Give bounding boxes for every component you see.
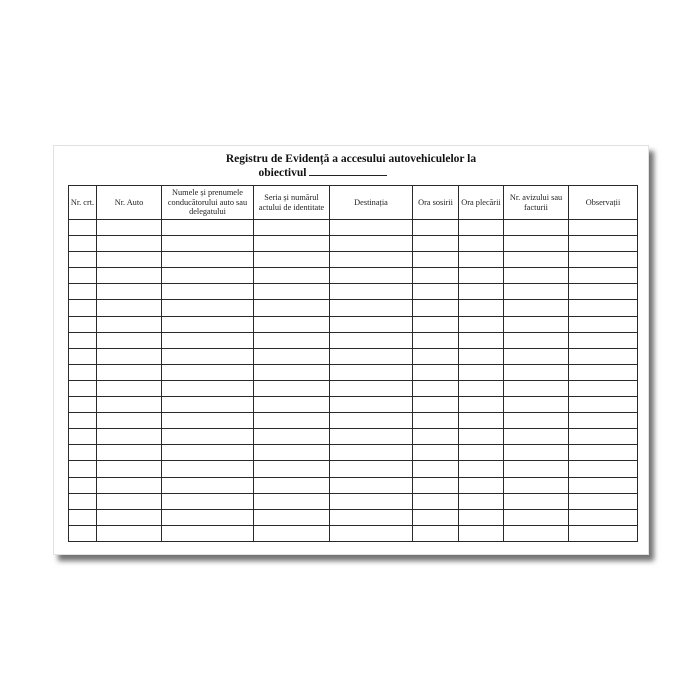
table-cell bbox=[97, 445, 162, 461]
table-cell bbox=[69, 461, 97, 477]
table-row bbox=[69, 413, 638, 429]
table-cell bbox=[254, 413, 330, 429]
table-cell bbox=[459, 509, 504, 525]
table-cell bbox=[504, 493, 569, 509]
table-cell bbox=[330, 236, 413, 252]
table-cell bbox=[162, 413, 254, 429]
table-cell bbox=[254, 268, 330, 284]
table-cell bbox=[254, 397, 330, 413]
table-cell bbox=[97, 220, 162, 236]
col-nr-auto: Nr. Auto bbox=[97, 186, 162, 220]
table-cell bbox=[162, 300, 254, 316]
table-cell bbox=[569, 332, 638, 348]
table-cell bbox=[162, 284, 254, 300]
table-cell bbox=[413, 493, 459, 509]
table-cell bbox=[504, 236, 569, 252]
table-row bbox=[69, 332, 638, 348]
table-cell bbox=[254, 509, 330, 525]
table-cell bbox=[69, 445, 97, 461]
table-cell bbox=[504, 348, 569, 364]
table-cell bbox=[162, 445, 254, 461]
table-cell bbox=[459, 413, 504, 429]
table-cell bbox=[69, 220, 97, 236]
table-cell bbox=[254, 348, 330, 364]
table-cell bbox=[162, 332, 254, 348]
table-cell bbox=[459, 268, 504, 284]
table-cell bbox=[330, 397, 413, 413]
objective-blank-field bbox=[309, 166, 387, 176]
table-cell bbox=[569, 316, 638, 332]
table-cell bbox=[254, 220, 330, 236]
table-cell bbox=[254, 380, 330, 396]
table-row bbox=[69, 220, 638, 236]
table-cell bbox=[254, 252, 330, 268]
table-cell bbox=[330, 268, 413, 284]
form-title bbox=[54, 153, 648, 180]
table-cell bbox=[504, 284, 569, 300]
table-cell bbox=[330, 332, 413, 348]
table-cell bbox=[69, 268, 97, 284]
table-cell bbox=[254, 236, 330, 252]
table-cell bbox=[254, 477, 330, 493]
table-cell bbox=[162, 525, 254, 541]
table-cell bbox=[69, 397, 97, 413]
table-cell bbox=[254, 316, 330, 332]
table-cell bbox=[330, 300, 413, 316]
table-cell bbox=[459, 284, 504, 300]
table-cell bbox=[330, 380, 413, 396]
table-row bbox=[69, 525, 638, 541]
table-row bbox=[69, 236, 638, 252]
table-cell bbox=[69, 413, 97, 429]
table-cell bbox=[97, 477, 162, 493]
table-cell bbox=[459, 300, 504, 316]
table-cell bbox=[459, 429, 504, 445]
table-row bbox=[69, 429, 638, 445]
table-cell bbox=[330, 413, 413, 429]
table-cell bbox=[97, 509, 162, 525]
table-cell bbox=[569, 348, 638, 364]
table-cell bbox=[504, 300, 569, 316]
table-cell bbox=[569, 429, 638, 445]
table-cell bbox=[162, 252, 254, 268]
table-cell bbox=[569, 477, 638, 493]
register-form-sheet bbox=[53, 145, 649, 555]
table-cell bbox=[330, 493, 413, 509]
table-cell bbox=[330, 284, 413, 300]
col-departure-time: Ora plecării bbox=[459, 186, 504, 220]
table-row bbox=[69, 380, 638, 396]
table-cell bbox=[162, 348, 254, 364]
table-cell bbox=[69, 380, 97, 396]
table-cell bbox=[330, 477, 413, 493]
table-cell bbox=[162, 380, 254, 396]
table-row bbox=[69, 397, 638, 413]
table-cell bbox=[162, 364, 254, 380]
table-cell bbox=[69, 300, 97, 316]
table-cell bbox=[413, 300, 459, 316]
table-cell bbox=[254, 525, 330, 541]
table-cell bbox=[569, 300, 638, 316]
table-cell bbox=[504, 380, 569, 396]
table-cell bbox=[413, 397, 459, 413]
table-cell bbox=[459, 364, 504, 380]
table-cell bbox=[69, 236, 97, 252]
table-cell bbox=[413, 284, 459, 300]
table-cell bbox=[569, 364, 638, 380]
table-cell bbox=[413, 429, 459, 445]
col-arrival-time: Ora sosirii bbox=[413, 186, 459, 220]
table-cell bbox=[569, 268, 638, 284]
table-cell bbox=[97, 493, 162, 509]
table-cell bbox=[459, 332, 504, 348]
table-cell bbox=[504, 477, 569, 493]
table-cell bbox=[504, 332, 569, 348]
table-cell bbox=[69, 477, 97, 493]
table-cell bbox=[569, 445, 638, 461]
table-cell bbox=[504, 268, 569, 284]
table-cell bbox=[504, 413, 569, 429]
table-cell bbox=[69, 364, 97, 380]
table-cell bbox=[413, 477, 459, 493]
table-cell bbox=[97, 380, 162, 396]
table-cell bbox=[504, 429, 569, 445]
table-row bbox=[69, 445, 638, 461]
table-cell bbox=[459, 397, 504, 413]
table-cell bbox=[162, 397, 254, 413]
form-title-line2: obiectivul bbox=[258, 167, 307, 179]
table-cell bbox=[569, 461, 638, 477]
table-cell bbox=[69, 509, 97, 525]
table-cell bbox=[413, 461, 459, 477]
table-cell bbox=[97, 268, 162, 284]
table-cell bbox=[162, 316, 254, 332]
table-cell bbox=[69, 332, 97, 348]
form-title-line1: Registru de Evidență a accesului autovehiculelor la bbox=[225, 153, 477, 165]
table-cell bbox=[254, 332, 330, 348]
table-cell bbox=[459, 220, 504, 236]
table-cell bbox=[330, 348, 413, 364]
table-cell bbox=[330, 316, 413, 332]
table-cell bbox=[569, 493, 638, 509]
table-cell bbox=[69, 525, 97, 541]
table-row bbox=[69, 300, 638, 316]
table-cell bbox=[97, 348, 162, 364]
table-cell bbox=[254, 445, 330, 461]
table-cell bbox=[97, 525, 162, 541]
table-cell bbox=[162, 509, 254, 525]
table-cell bbox=[413, 380, 459, 396]
table-cell bbox=[459, 236, 504, 252]
table-cell bbox=[569, 380, 638, 396]
table-cell bbox=[254, 429, 330, 445]
table-cell bbox=[69, 493, 97, 509]
table-cell bbox=[504, 525, 569, 541]
table-cell bbox=[69, 348, 97, 364]
col-driver-name: Numele și prenumele conducătorului auto sau delegatului bbox=[162, 186, 254, 220]
table-cell bbox=[254, 461, 330, 477]
table-cell bbox=[413, 445, 459, 461]
col-id-document: Seria și numărul actului de identitate bbox=[254, 186, 330, 220]
table-cell bbox=[459, 445, 504, 461]
table-cell bbox=[330, 509, 413, 525]
table-cell bbox=[413, 316, 459, 332]
table-cell bbox=[162, 429, 254, 445]
table-cell bbox=[97, 300, 162, 316]
table-cell bbox=[162, 461, 254, 477]
table-cell bbox=[330, 220, 413, 236]
table-cell bbox=[413, 220, 459, 236]
table-cell bbox=[97, 332, 162, 348]
table-cell bbox=[569, 284, 638, 300]
table-cell bbox=[504, 252, 569, 268]
table-cell bbox=[330, 364, 413, 380]
table-cell bbox=[97, 252, 162, 268]
table-cell bbox=[254, 284, 330, 300]
table-cell bbox=[97, 461, 162, 477]
table-row bbox=[69, 477, 638, 493]
table-row bbox=[69, 284, 638, 300]
table-cell bbox=[459, 493, 504, 509]
table-cell bbox=[97, 429, 162, 445]
table-cell bbox=[504, 220, 569, 236]
table-cell bbox=[569, 397, 638, 413]
table-cell bbox=[162, 477, 254, 493]
table-cell bbox=[330, 525, 413, 541]
table-row bbox=[69, 364, 638, 380]
table-row bbox=[69, 268, 638, 284]
table-cell bbox=[97, 284, 162, 300]
table-cell bbox=[569, 220, 638, 236]
table-cell bbox=[97, 413, 162, 429]
table-cell bbox=[459, 477, 504, 493]
table-cell bbox=[569, 236, 638, 252]
table-cell bbox=[504, 316, 569, 332]
table-cell bbox=[459, 380, 504, 396]
table-cell bbox=[504, 364, 569, 380]
register-table bbox=[68, 185, 638, 542]
col-invoice-number: Nr. avizului sau facturii bbox=[504, 186, 569, 220]
table-cell bbox=[69, 316, 97, 332]
col-destination: Destinația bbox=[330, 186, 413, 220]
table-cell bbox=[459, 252, 504, 268]
register-body bbox=[69, 220, 638, 542]
table-cell bbox=[162, 268, 254, 284]
table-cell bbox=[459, 461, 504, 477]
table-cell bbox=[413, 268, 459, 284]
table-cell bbox=[162, 236, 254, 252]
table-cell bbox=[97, 316, 162, 332]
table-cell bbox=[459, 348, 504, 364]
table-cell bbox=[413, 525, 459, 541]
table-cell bbox=[504, 397, 569, 413]
table-cell bbox=[413, 236, 459, 252]
table-cell bbox=[162, 493, 254, 509]
table-cell bbox=[569, 252, 638, 268]
table-cell bbox=[162, 220, 254, 236]
table-cell bbox=[504, 461, 569, 477]
table-cell bbox=[413, 413, 459, 429]
table-cell bbox=[97, 364, 162, 380]
table-cell bbox=[330, 429, 413, 445]
table-row bbox=[69, 316, 638, 332]
table-cell bbox=[254, 364, 330, 380]
table-cell bbox=[504, 445, 569, 461]
table-cell bbox=[569, 525, 638, 541]
table-row bbox=[69, 252, 638, 268]
table-cell bbox=[413, 509, 459, 525]
table-cell bbox=[254, 493, 330, 509]
table-row bbox=[69, 348, 638, 364]
table-cell bbox=[69, 252, 97, 268]
table-cell bbox=[69, 284, 97, 300]
table-row bbox=[69, 461, 638, 477]
table-cell bbox=[254, 300, 330, 316]
register-header-row bbox=[69, 186, 638, 220]
table-cell bbox=[459, 316, 504, 332]
col-observations: Observații bbox=[569, 186, 638, 220]
table-cell bbox=[413, 348, 459, 364]
table-cell bbox=[459, 525, 504, 541]
table-cell bbox=[330, 461, 413, 477]
table-row bbox=[69, 493, 638, 509]
col-nr-crt: Nr. crt. bbox=[69, 186, 97, 220]
table-cell bbox=[69, 429, 97, 445]
table-cell bbox=[413, 364, 459, 380]
table-row bbox=[69, 509, 638, 525]
table-cell bbox=[569, 413, 638, 429]
table-cell bbox=[413, 252, 459, 268]
table-cell bbox=[97, 397, 162, 413]
table-cell bbox=[330, 445, 413, 461]
table-cell bbox=[97, 236, 162, 252]
table-cell bbox=[330, 252, 413, 268]
table-cell bbox=[504, 509, 569, 525]
table-cell bbox=[569, 509, 638, 525]
table-cell bbox=[413, 332, 459, 348]
